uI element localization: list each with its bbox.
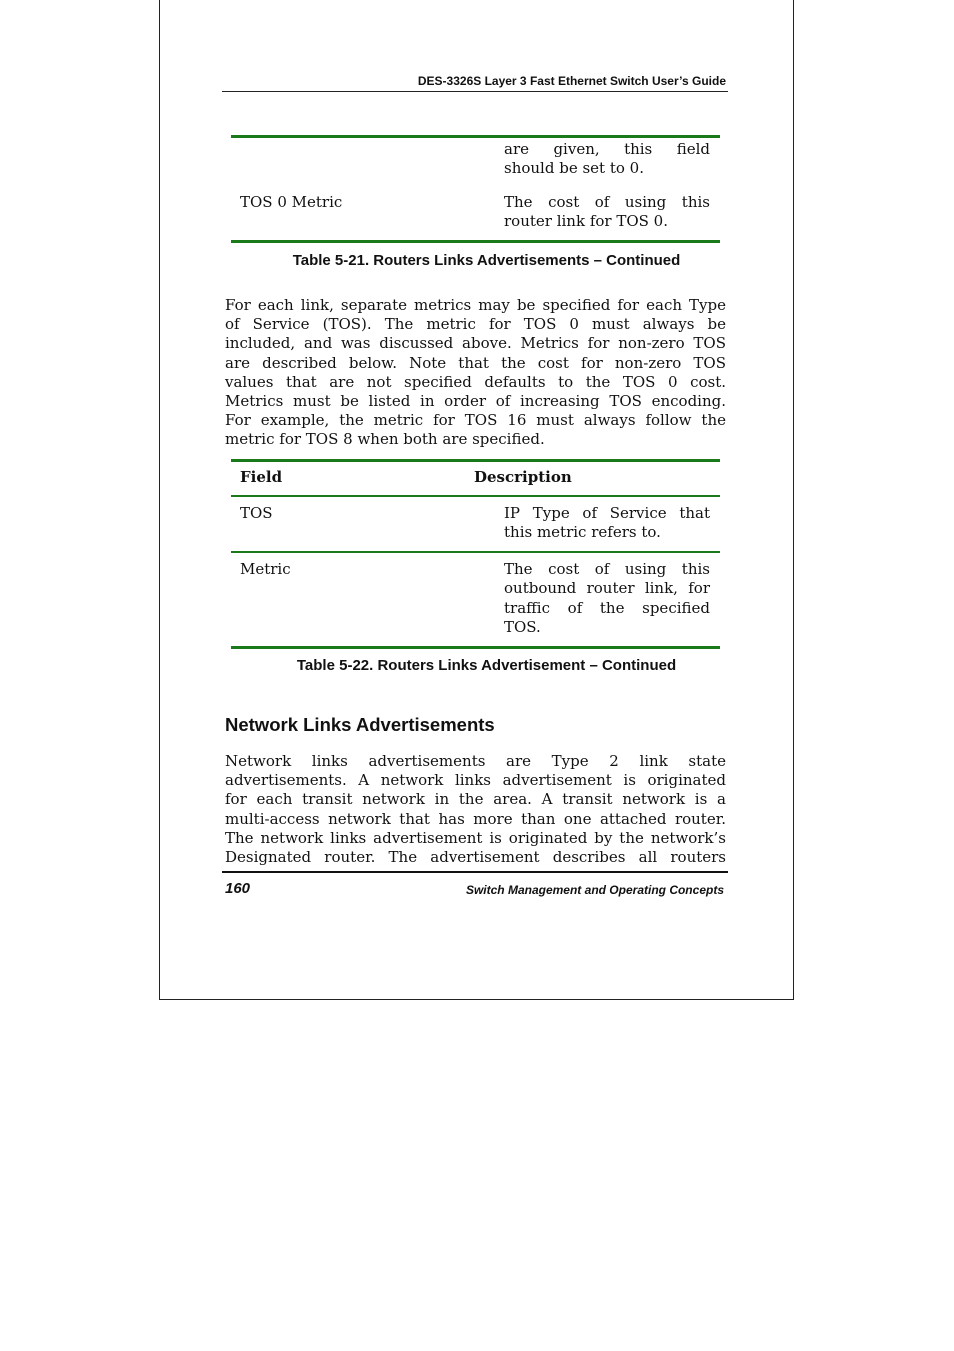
- table-caption: Table 5-21. Routers Links Advertisements – Continued: [292, 252, 681, 269]
- header-rule: [231, 495, 720, 497]
- table-bottom-rule: [231, 240, 720, 243]
- guide-title: DES-3326S Layer 3 Fast Ethernet Switch User’s Guide: [417, 74, 726, 88]
- table-5-22: [231, 459, 720, 651]
- row-rule: [231, 551, 720, 553]
- table-top-rule: [231, 135, 720, 138]
- table-bottom-rule: [231, 646, 720, 649]
- table-caption: Table 5-22. Routers Links Advertisement – Continued: [296, 657, 677, 674]
- table-cell-field: TOS 0 Metric: [240, 193, 343, 211]
- column-header-field: Field: [240, 468, 283, 486]
- section-heading: Network Links Advertisements: [225, 714, 495, 735]
- page-number: 160: [225, 880, 251, 897]
- table-cell-description: The cost of using this router link for TOS 0.: [504, 193, 710, 231]
- body-paragraph: Network links advertisements are Type 2 link state advertisements. A network links advertisement is originated for each transit network in the area. A transit network is a multi-access network that has more than one attached router. The network links advertisement is originated by the network’s Designated router. The advertisement describes all routers: [225, 752, 726, 866]
- page-footer: [222, 871, 728, 897]
- table-5-21: [231, 135, 720, 245]
- table-cell-description: The cost of using this outbound router link, for traffic of the specified TOS.: [504, 560, 710, 636]
- body-paragraph: For each link, separate metrics may be specified for each Type of Service (TOS). The metric for TOS 0 must always be included, and was discussed above. Metrics for non-zero TOS are described below. Note that the cost for non-zero TOS values that are not specified defaults to the TOS 0 cost. Metrics must be listed in order of increasing TOS encoding. For example, the metric for TOS 16 must always follow the metric for TOS 8 when both are specified.: [225, 296, 726, 449]
- running-header: [222, 74, 728, 92]
- table-cell-field: Metric: [240, 560, 291, 578]
- table-cell-description: IP Type of Service that this metric refers to.: [504, 504, 710, 542]
- table-cell-description-continued: are given, this field should be set to 0.: [504, 140, 710, 178]
- table-top-rule: [231, 459, 720, 462]
- table-cell-field: TOS: [240, 504, 273, 522]
- column-header-description: Description: [474, 468, 572, 486]
- footer-chapter-title: Switch Management and Operating Concepts: [465, 883, 724, 897]
